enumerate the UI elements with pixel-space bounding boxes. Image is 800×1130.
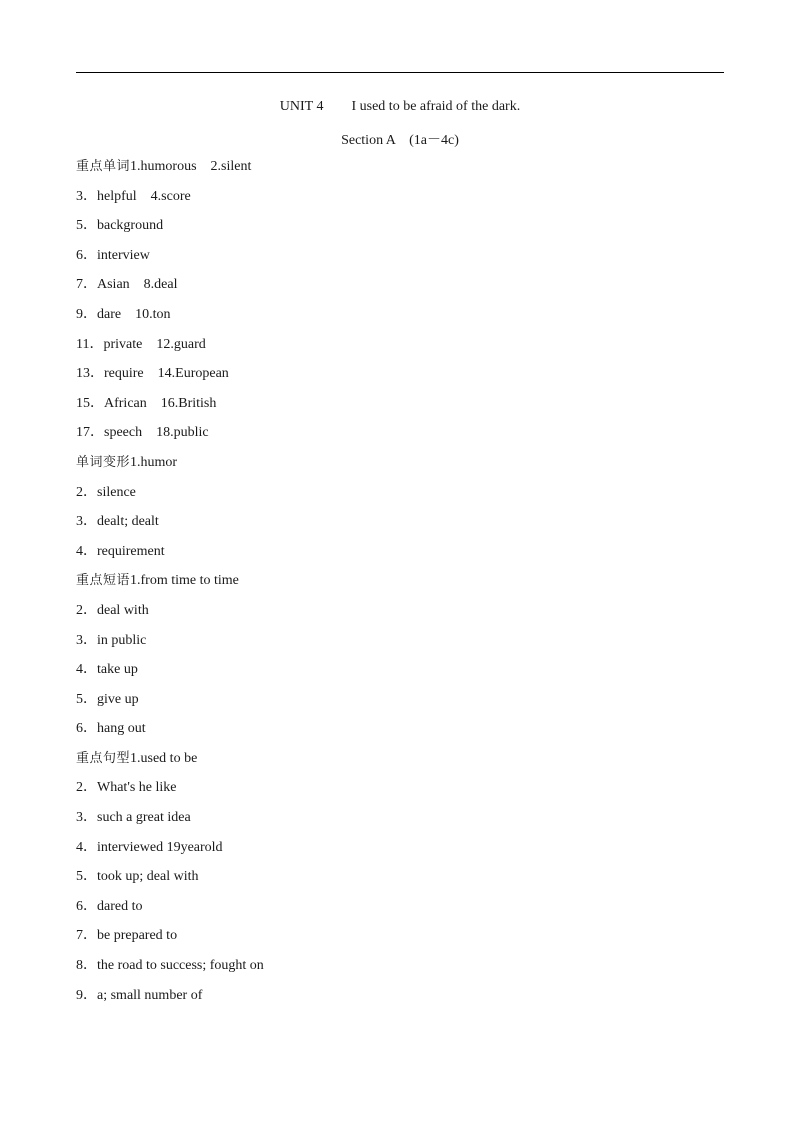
answer-text: 1.humor [130,454,178,470]
answer-text: 17．speech 18.public [76,425,209,441]
answer-text: 1.humorous 2.silent [130,159,252,174]
answer-line [76,720,716,750]
answer-line [76,661,716,691]
answer-line [76,247,716,277]
answer-line [76,365,716,395]
answer-line [76,276,716,306]
section-title [0,129,800,149]
category-label: 重点句型 [76,750,131,766]
category-label: 重点短语 [76,573,131,589]
answer-text: 3．helpful 4.score [76,188,191,204]
answer-text: 6．interview [76,247,150,263]
answer-text: 5．took up; deal with [76,869,199,885]
answer-list [76,158,716,1016]
answer-text: 1.used to be [130,750,198,766]
answer-line [76,543,716,573]
answer-text: 4．take up [76,662,138,678]
answer-line [76,188,716,218]
answer-line [76,454,716,484]
answer-line [76,484,716,514]
answer-text: 2．silence [76,484,136,500]
answer-line [76,632,716,662]
answer-text: 5．give up [76,691,139,707]
answer-line [76,839,716,869]
answer-line [76,306,716,336]
category-label: 单词变形 [76,454,131,470]
answer-line [76,809,716,839]
answer-line [76,987,716,1017]
answer-text: 2．What's he like [76,780,177,796]
answer-text: 4．interviewed 19yearold [76,839,223,855]
answer-text: 5．background [76,218,164,234]
answer-text: 7．be prepared to [76,928,178,944]
answer-text: 6．hang out [76,721,146,737]
answer-line [76,750,716,780]
answer-text: 7．Asian 8.deal [76,277,178,293]
answer-line [76,336,716,366]
answer-text: 3．in public [76,632,147,648]
answer-text: 11．private 12.guard [76,336,206,352]
answer-line [76,868,716,898]
header-rule [76,72,724,73]
answer-text: 15．African 16.British [76,395,217,411]
answer-text: 4．requirement [76,543,165,559]
section-range: (1a－4c) [409,133,459,148]
answer-text: 9．dare 10.ton [76,306,171,322]
answer-text: 9．a; small number of [76,987,203,1003]
answer-line [76,927,716,957]
answer-line [76,395,716,425]
answer-text: 2．deal with [76,602,149,618]
answer-line [76,779,716,809]
answer-line [76,691,716,721]
answer-text: 13．require 14.European [76,366,229,382]
answer-line [76,217,716,247]
answer-text: 3．such a great idea [76,810,191,826]
answer-line [76,898,716,928]
unit-number: UNIT 4 [279,99,324,114]
category-label: 重点单词 [76,159,131,174]
answer-text: 8．the road to success; fought on [76,958,264,974]
answer-line [76,513,716,543]
answer-text: 6．dared to [76,898,143,914]
section-name: Section A [341,133,396,148]
answer-line [76,602,716,632]
answer-text: 3．dealt; dealt [76,514,159,530]
answer-line [76,424,716,454]
answer-text: 1.from time to time [130,573,239,589]
unit-heading: I used to be afraid of the dark. [351,99,521,114]
answer-line [76,158,716,188]
answer-line [76,572,716,602]
unit-title [0,99,800,115]
answer-line [76,957,716,987]
